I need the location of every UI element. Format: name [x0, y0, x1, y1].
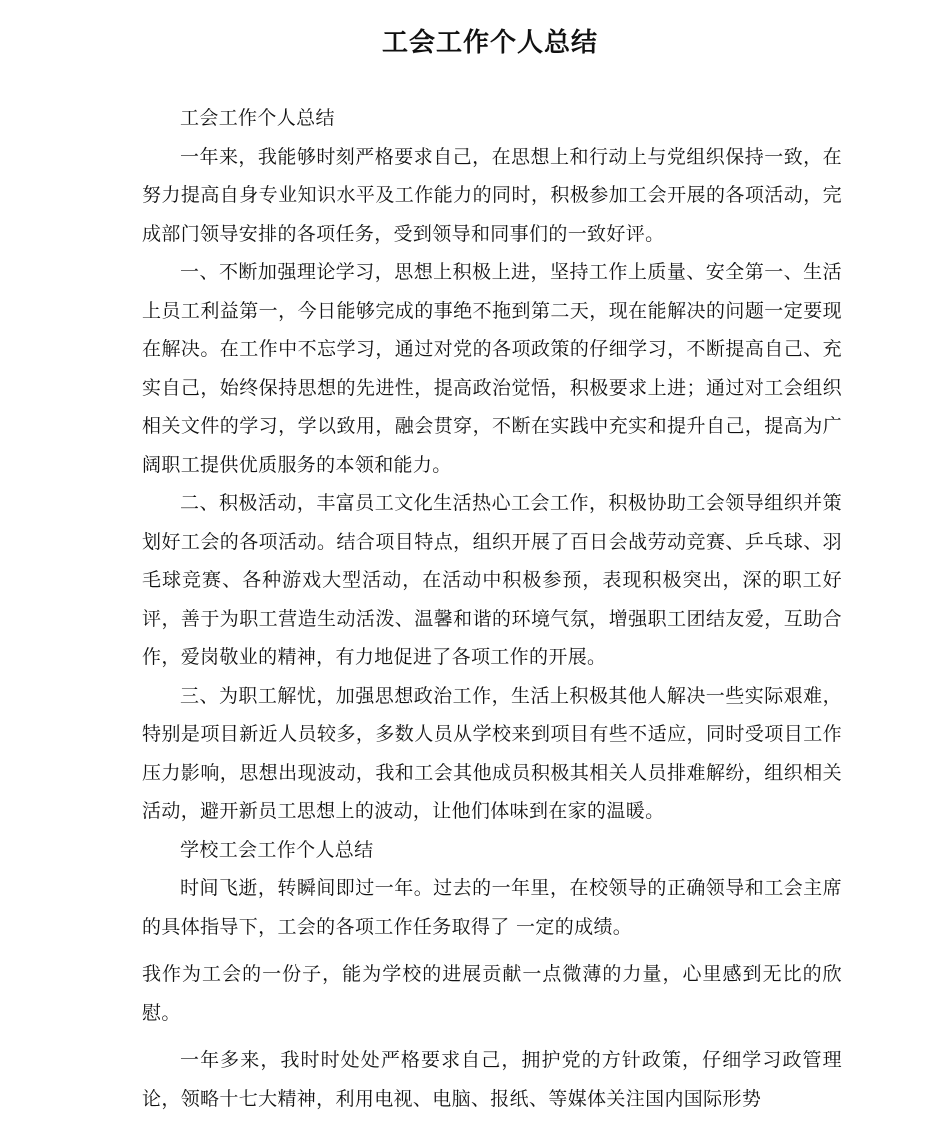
paragraph-section-1: 一、不断加强理论学习，思想上积极上进，坚持工作上质量、安全第一、生活上员工利益第一，今日能够完成的事绝不拖到第二天，现在能解决的问题一定要现在解决。在工作中不忘学习，通过对党的各项政策的仔细学习，不断提高自己、充实自己，始终保持思想的先进性，提高政治觉悟，积极要求上进；通过对工会组织相关文件的学习，学以致用，融会贯穿，不断在实践中充实和提升自己，提高为广阔职工提供优质服务的本领和能力。 — [142, 261, 842, 476]
paragraph-intro: 一年来，我能够时刻严格要求自己，在思想上和行动上与党组织保持一致，在努力提高自身专业知识水平及工作能力的同时，积极参加工会开展的各项活动，完成部门领导安排的各项任务，受到领导和同事们的一致好评。 — [142, 145, 842, 245]
paragraph-heading-2: 学校工会工作个人总结 — [180, 838, 374, 861]
paragraph-section-3: 三、为职工解忧，加强思想政治工作，生活上积极其他人解决一些实际艰难，特别是项目新近人员较多，多数人员从学校来到项目有些不适应，同时受项目工作压力影响，思想出现波动，我和工会其他成员积极其相关人员排难解纷，组织相关活动，避开新员工思想上的波动，让他们体味到在家的温暖。 — [142, 684, 842, 822]
document-title: 工会工作个人总结 — [381, 28, 598, 58]
paragraph-contribution: 我作为工会的一份子，能为学校的进展贡献一点微薄的力量，心里感到无比的欣慰。 — [142, 963, 842, 1024]
paragraph-year: 一年多来，我时时处处严格要求自己，拥护党的方针政策，仔细学习政管理论，领略十七大精神，利用电视、电脑、报纸、等媒体关注国内国际形势 — [142, 1049, 842, 1110]
paragraph-time: 时间飞逝，转瞬间即过一年。过去的一年里，在校领导的正确领导和工会主席的具体指导下，工会的各项工作任务取得了 一定的成绩。 — [142, 877, 842, 938]
paragraph-heading-1: 工会工作个人总结 — [180, 107, 335, 129]
document-body — [142, 99, 842, 1118]
paragraph-section-2: 二、积极活动，丰富员工文化生活热心工会工作，积极协助工会领导组织并策划好工会的各项活动。结合项目特点，组织开展了百日会战劳动竞赛、乒乓球、羽毛球竞赛、各种游戏大型活动，在活动中积极参预，表现积极突出，深的职工好评，善于为职工营造生动活泼、温馨和谐的环境气氛，增强职工团结友爱，互助合作，爱岗敬业的精神，有力地促进了各项工作的开展。 — [142, 492, 842, 668]
